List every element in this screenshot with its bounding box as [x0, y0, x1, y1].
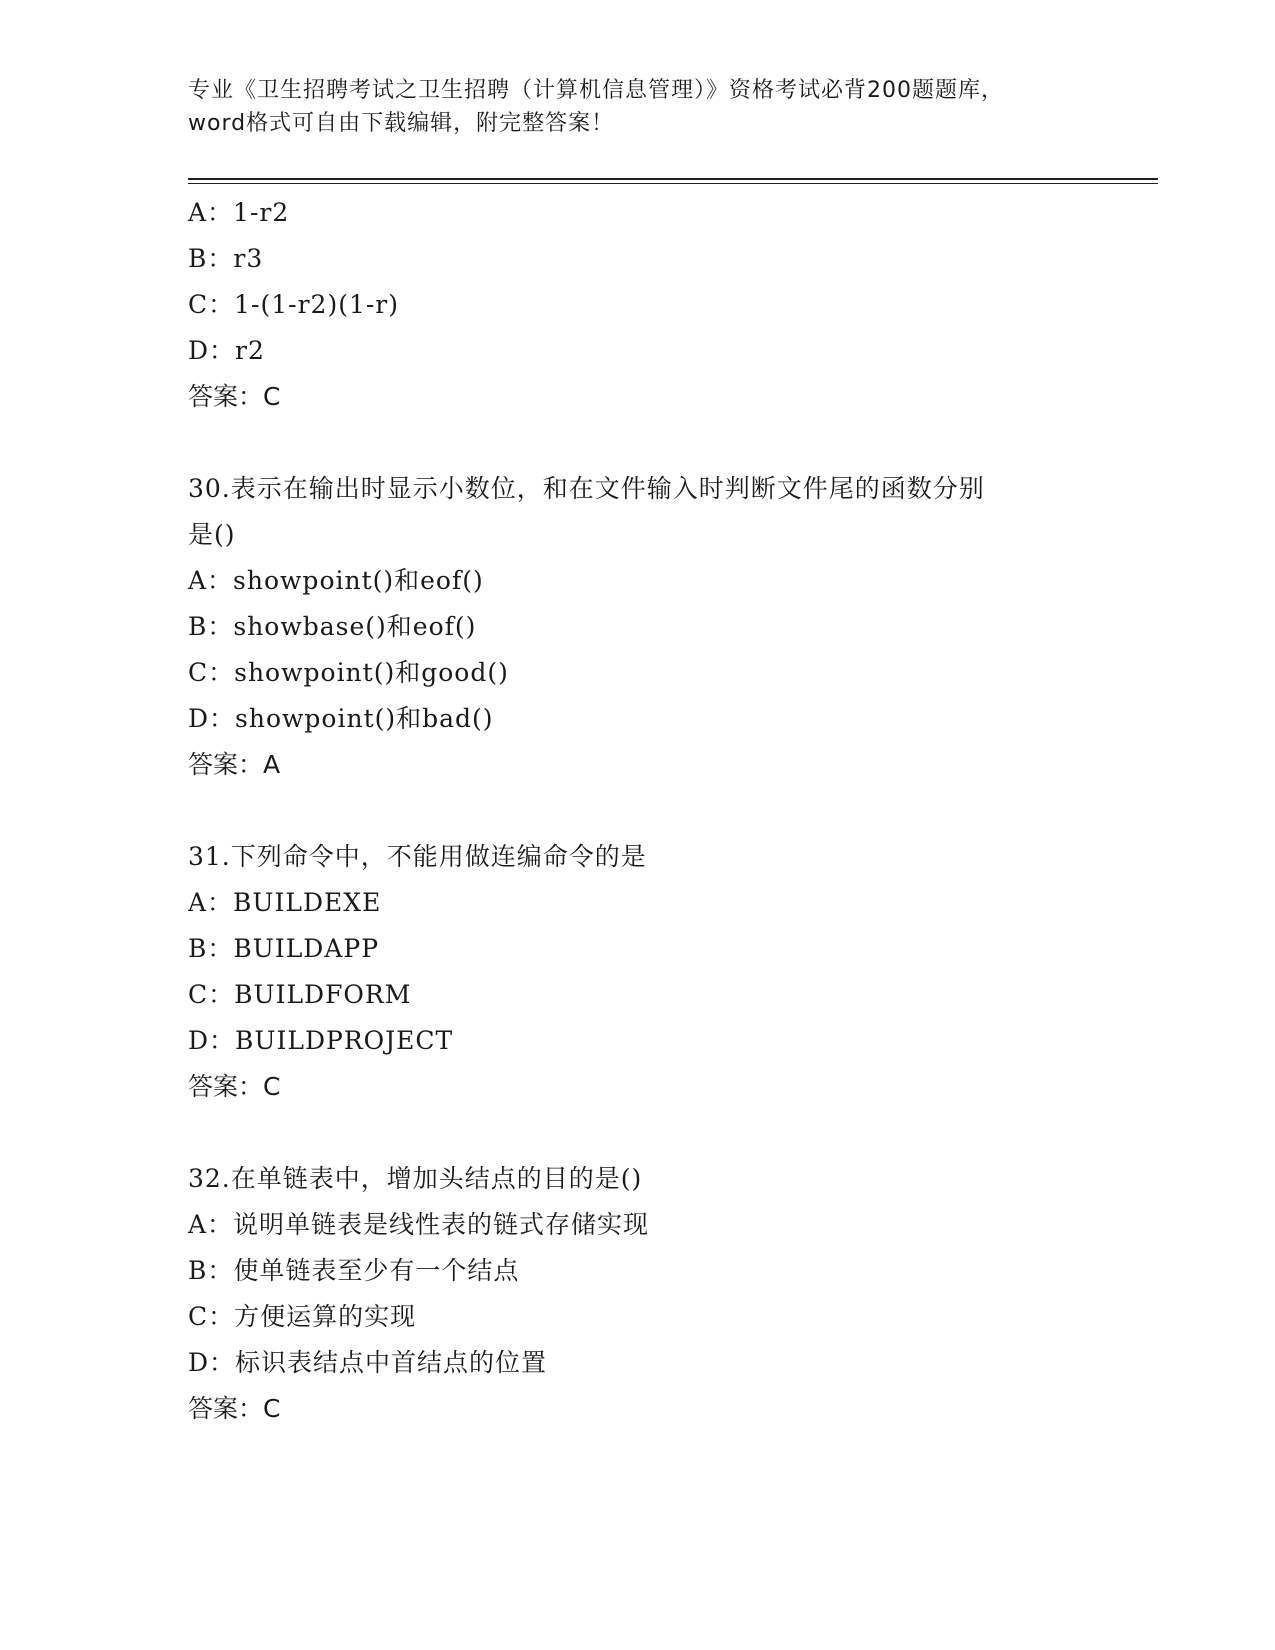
option-d: D：BUILDPROJECT: [188, 1026, 454, 1055]
option-c: C：方便运算的实现: [188, 1302, 417, 1331]
option-a: A：showpoint()和eof(): [188, 566, 484, 595]
answer-line: 答案：A: [188, 750, 281, 779]
question-text-line-2: 是(): [188, 520, 236, 549]
spacer: [188, 788, 1148, 834]
question-text: 31.下列命令中，不能用做连编命令的是: [188, 842, 647, 871]
header-line-1: 专业《卫生招聘考试之卫生招聘（计算机信息管理）》资格考试必背200题题库，: [188, 78, 1004, 103]
header-line-2: word格式可自由下载编辑，附完整答案！: [188, 111, 615, 136]
option-b: B：BUILDAPP: [188, 934, 380, 963]
option-b: B：使单链表至少有一个结点: [188, 1256, 520, 1285]
answer-line: 答案：C: [188, 382, 281, 411]
question-block-32: [188, 1156, 1148, 1432]
spacer: [188, 420, 1148, 466]
option-a: A：1-r2: [188, 198, 290, 227]
spacer: [188, 1110, 1148, 1156]
header-divider-bottom: [188, 183, 1158, 184]
option-c: C：1-(1-r2)(1-r): [188, 290, 400, 319]
answer-line: 答案：C: [188, 1072, 281, 1101]
question-block-29: [188, 190, 1148, 420]
option-d: D：showpoint()和bad(): [188, 704, 494, 733]
option-a: A：BUILDEXE: [188, 888, 382, 917]
option-a: A：说明单链表是线性表的链式存储实现: [188, 1210, 650, 1239]
header-divider-top: [188, 178, 1158, 180]
answer-line: 答案：C: [188, 1394, 281, 1423]
document-header: [188, 74, 1088, 140]
option-c: C：BUILDFORM: [188, 980, 412, 1009]
question-text: 32.在单链表中，增加头结点的目的是(): [188, 1164, 643, 1193]
option-d: D：标识表结点中首结点的位置: [188, 1348, 548, 1377]
question-list: [188, 190, 1148, 1432]
option-c: C：showpoint()和good(): [188, 658, 509, 687]
option-b: B：showbase()和eof(): [188, 612, 477, 641]
option-d: D：r2: [188, 336, 265, 365]
question-text-line-1: 30.表示在输出时显示小数位，和在文件输入时判断文件尾的函数分别: [188, 474, 985, 503]
option-b: B：r3: [188, 244, 264, 273]
question-block-31: [188, 834, 1148, 1110]
question-block-30: [188, 466, 1148, 788]
